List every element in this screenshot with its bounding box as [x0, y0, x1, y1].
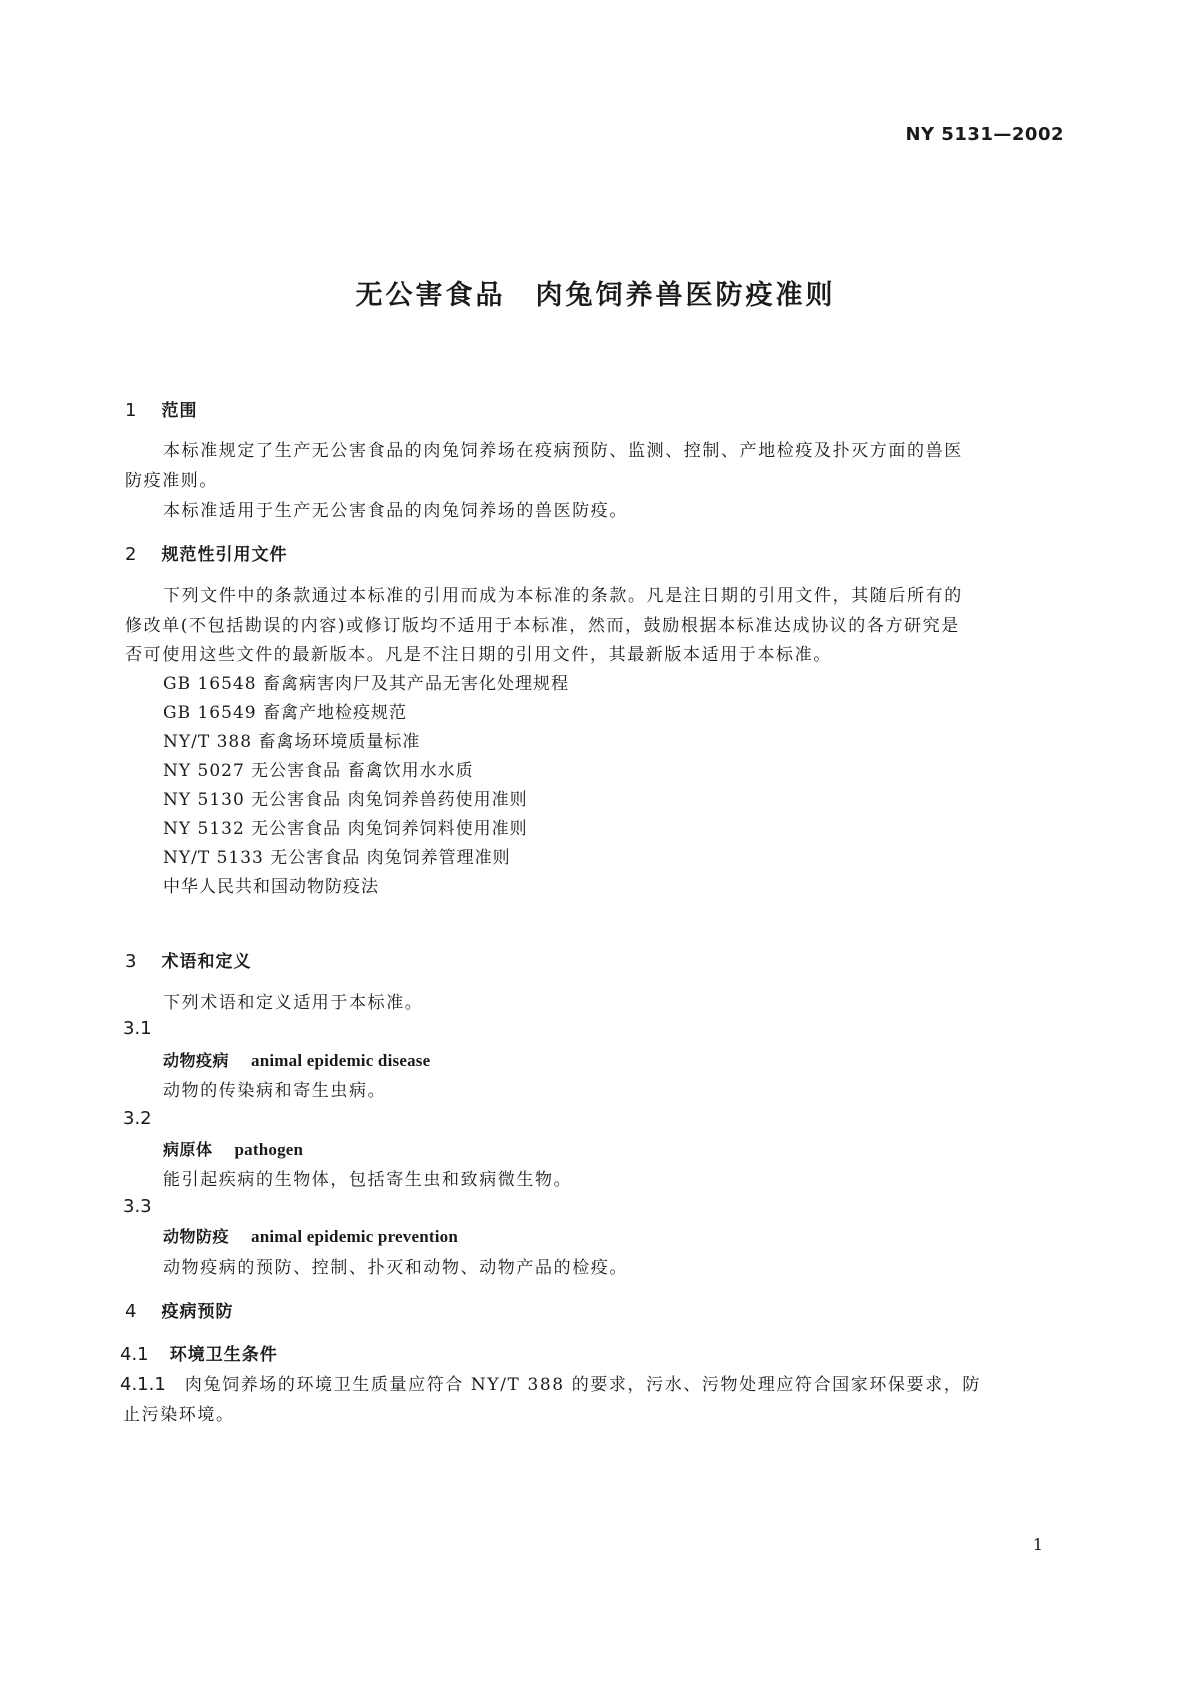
- term-cn: 动物防疫: [163, 1227, 230, 1246]
- term-heading: [163, 1048, 430, 1071]
- term-en: animal epidemic disease: [251, 1051, 431, 1070]
- section-title: 疫病预防: [161, 1302, 234, 1322]
- paragraph-line: 下列文件中的条款通过本标准的引用而成为本标准的条款。凡是注日期的引用文件，其随后所有的: [163, 586, 963, 606]
- term-definition: 动物的传染病和寄生虫病。: [163, 1081, 387, 1101]
- section-title: 规范性引用文件: [161, 545, 288, 565]
- clause-number: 4.1.1: [120, 1374, 166, 1395]
- paragraph-line: 防疫准则。: [125, 471, 218, 491]
- reference-item: NY/T 388 畜禽场环境质量标准: [163, 732, 421, 752]
- reference-item: GB 16549 畜禽产地检疫规范: [163, 703, 407, 723]
- page-number: 1: [1032, 1535, 1043, 1554]
- section-number: 4: [125, 1301, 137, 1322]
- section-number: 3: [125, 951, 137, 972]
- term-en: pathogen: [234, 1140, 304, 1159]
- term-number: 3.1: [123, 1018, 152, 1039]
- reference-item: NY/T 5133 无公害食品 肉兔饲养管理准则: [163, 848, 511, 868]
- term-definition: 能引起疾病的生物体，包括寄生虫和致病微生物。: [163, 1170, 573, 1190]
- term-cn: 动物疫病: [163, 1051, 230, 1070]
- reference-item: NY 5132 无公害食品 肉兔饲养饲料使用准则: [163, 819, 528, 839]
- section-2-heading: [125, 540, 288, 565]
- section-3-heading: [125, 947, 252, 972]
- reference-item: NY 5027 无公害食品 畜禽饮用水水质: [163, 761, 474, 781]
- term-number: 3.3: [123, 1196, 152, 1217]
- section-4-heading: [125, 1297, 234, 1322]
- term-heading: [163, 1137, 303, 1160]
- term-number: 3.2: [123, 1108, 152, 1129]
- term-heading: [163, 1224, 458, 1247]
- section-1-heading: [125, 396, 198, 421]
- clause-line: [120, 1370, 981, 1395]
- subsection-number: 4.1: [120, 1344, 149, 1365]
- term-en: animal epidemic prevention: [251, 1227, 459, 1246]
- paragraph-line: 下列术语和定义适用于本标准。: [163, 993, 424, 1013]
- subsection-title: 环境卫生条件: [169, 1345, 278, 1365]
- paragraph-line: 修改单(不包括勘误的内容)或修订版均不适用于本标准，然而，鼓励根据本标准达成协议的各方研究是: [125, 616, 960, 636]
- section-number: 1: [125, 400, 137, 421]
- subsection-heading: [120, 1340, 278, 1365]
- reference-item: NY 5130 无公害食品 肉兔饲养兽药使用准则: [163, 790, 528, 810]
- term-definition: 动物疫病的预防、控制、扑灭和动物、动物产品的检疫。: [163, 1258, 628, 1278]
- section-title: 术语和定义: [161, 952, 252, 972]
- standard-number: NY 5131—2002: [905, 124, 1064, 145]
- paragraph-line: 本标准规定了生产无公害食品的肉兔饲养场在疫病预防、监测、控制、产地检疫及扑灭方面的兽医: [163, 441, 963, 461]
- term-cn: 病原体: [163, 1140, 213, 1159]
- page-title: 无公害食品 肉兔饲养兽医防疫准则: [355, 280, 836, 311]
- section-title: 范围: [161, 401, 198, 421]
- paragraph-line: 否可使用这些文件的最新版本。凡是不注日期的引用文件，其最新版本适用于本标准。: [125, 645, 832, 665]
- clause-text: 肉兔饲养场的环境卫生质量应符合 NY/T 388 的要求，污水、污物处理应符合国家环保要求，防: [184, 1375, 981, 1395]
- reference-item: GB 16548 畜禽病害肉尸及其产品无害化处理规程: [163, 674, 569, 694]
- paragraph-line: 本标准适用于生产无公害食品的肉兔饲养场的兽医防疫。: [163, 501, 628, 521]
- reference-item: 中华人民共和国动物防疫法: [163, 877, 379, 897]
- paragraph-line: 止污染环境。: [123, 1405, 235, 1425]
- section-number: 2: [125, 544, 137, 565]
